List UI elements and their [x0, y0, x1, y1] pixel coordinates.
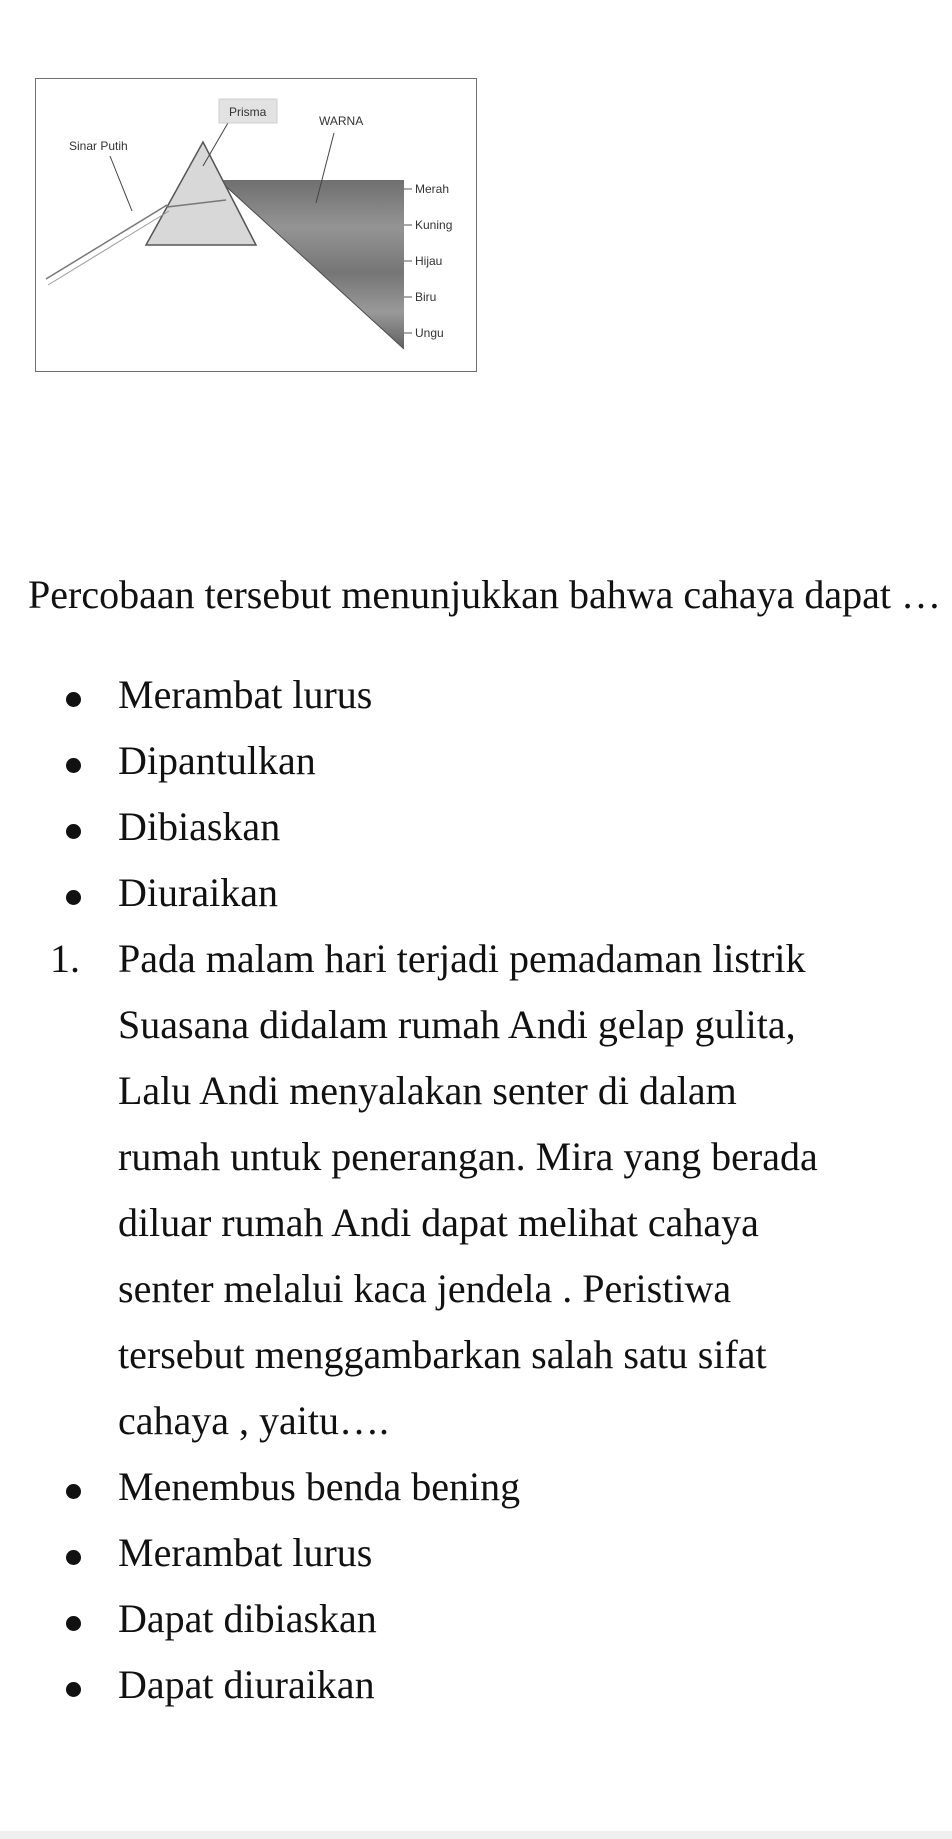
- q2-option-2: Merambat lurus: [28, 1520, 952, 1586]
- q1-option-4: Diuraikan: [28, 860, 952, 926]
- question-2: [28, 926, 952, 1454]
- question-2-line-2: Suasana didalam rumah Andi gelap gulita,: [118, 1002, 796, 1047]
- question-2-line-5: diluar rumah Andi dapat melihat cahaya: [118, 1200, 759, 1245]
- question-2-line-7: tersebut menggambarkan salah satu sifat: [118, 1332, 767, 1377]
- q2-option-3: Dapat dibiaskan: [28, 1586, 952, 1652]
- question-2-line-4: rumah untuk penerangan. Mira yang berada: [118, 1134, 818, 1179]
- question-2-line-8: cahaya , yaitu….: [118, 1398, 389, 1443]
- prism-diagram: [35, 78, 477, 372]
- document-body: [28, 562, 952, 1718]
- spectrum-label-yellow: Kuning: [415, 218, 453, 232]
- question-2-line-1: Pada malam hari terjadi pemadaman listrik: [118, 936, 806, 981]
- spectrum-label-red: Merah: [415, 182, 450, 196]
- q1-option-2: Dipantulkan: [28, 728, 952, 794]
- spectrum-label-violet: Ungu: [415, 326, 444, 340]
- q2-option-4: Dapat diuraikan: [28, 1652, 952, 1718]
- colors-label: WARNA: [319, 114, 364, 128]
- question-2-line-3: Lalu Andi menyalakan senter di dalam: [118, 1068, 737, 1113]
- spectrum-label-green: Hijau: [415, 254, 443, 268]
- page-bottom-divider: [0, 1831, 952, 1839]
- question-1-text: Percobaan tersebut menunjukkan bahwa cahaya dapat …: [28, 572, 941, 617]
- q2-option-1: Menembus benda bening: [28, 1454, 952, 1520]
- prism-label: Prisma: [229, 105, 267, 119]
- question-list: [28, 662, 952, 1718]
- q1-option-3: Dibiaskan: [28, 794, 952, 860]
- question-2-line-6: senter melalui kaca jendela . Peristiwa: [118, 1266, 732, 1311]
- spectrum-label-blue: Biru: [415, 290, 437, 304]
- q1-option-1: Merambat lurus: [28, 662, 952, 728]
- prism-dispersion-illustration: [36, 79, 478, 373]
- white-light-label: Sinar Putih: [69, 139, 128, 153]
- question-2-number: 1.: [50, 936, 80, 981]
